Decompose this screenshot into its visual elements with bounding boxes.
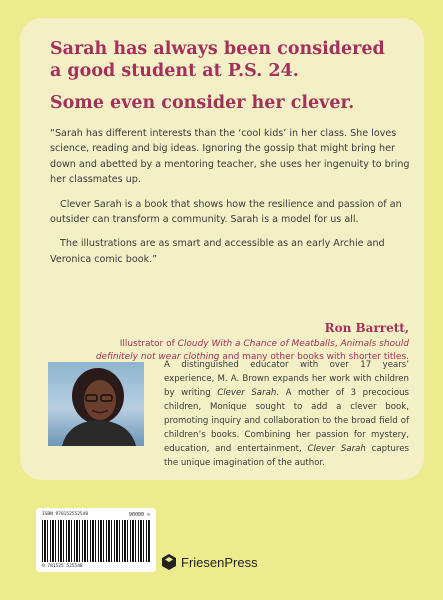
bio-title-2: Clever Sarah — [307, 444, 366, 454]
endorser-work-2: Animals should definitely not wear clothing — [95, 339, 409, 362]
barcode-price-code: 90000 > — [128, 512, 150, 518]
barcode-bars — [42, 520, 150, 562]
bio-text-2: . A mother of 3 precocious children, Monique sought to add a clever book, promoting inquiry and collaboration to the broad field of children’s books. Combining her passion for mystery, education, and entertainment, — [164, 388, 410, 454]
quote-paragraph-2: Clever Sarah is a book that shows how the resilience and passion of an outsider can transform a community. Sarah is a model for us all. — [50, 198, 402, 226]
headline — [50, 38, 410, 82]
isbn-barcode — [36, 508, 156, 572]
headline-line-1: Sarah has always been considered — [50, 39, 385, 59]
endorser-name: Ron Barrett, — [324, 321, 409, 335]
author-bio — [164, 358, 409, 470]
author-portrait-image — [48, 362, 144, 446]
author-photo — [48, 362, 144, 446]
quote-paragraph-1: “Sarah has different interests than the ‘cool kids’ in her class. She loves science, reading and big ideas. Ignoring the gossip that might bring her down and abetted by a mentoring teacher, she uses her ingenuity to bring her classmates up. — [50, 128, 410, 186]
endorser-credit-prefix: Illustrator of — [119, 339, 178, 349]
endorsement-quote — [50, 126, 410, 276]
endorser-credit-suffix: and many other books with shorter titles. — [219, 352, 409, 362]
friesenpress-logo-icon — [162, 554, 176, 570]
bio-title-1: Clever Sarah — [217, 388, 277, 398]
endorser-work-1: Cloudy With a Chance of Meatballs — [177, 339, 335, 349]
isbn-top-text: ISBN 978152552548 — [42, 512, 89, 517]
subheadline: Some even consider her clever. — [50, 93, 355, 113]
quote-paragraph-3: The illustrations are as smart and accessible as an early Archie and Veronica comic book.” — [50, 238, 385, 265]
publisher-name: FriesenPress — [181, 554, 258, 570]
headline-line-2: a good student at P.S. 24. — [50, 61, 299, 81]
endorser-credit-sep: , — [334, 339, 341, 349]
publisher-logo — [162, 554, 258, 570]
bio-text-1: A distinguished educator with over 17 years’ experience, M. A. Brown expands her work with children by writing — [164, 360, 409, 398]
bio-text-3: captures the unique imagination of the author. — [164, 444, 409, 468]
isbn-bottom-text: 9 781525 525548 — [42, 564, 83, 569]
